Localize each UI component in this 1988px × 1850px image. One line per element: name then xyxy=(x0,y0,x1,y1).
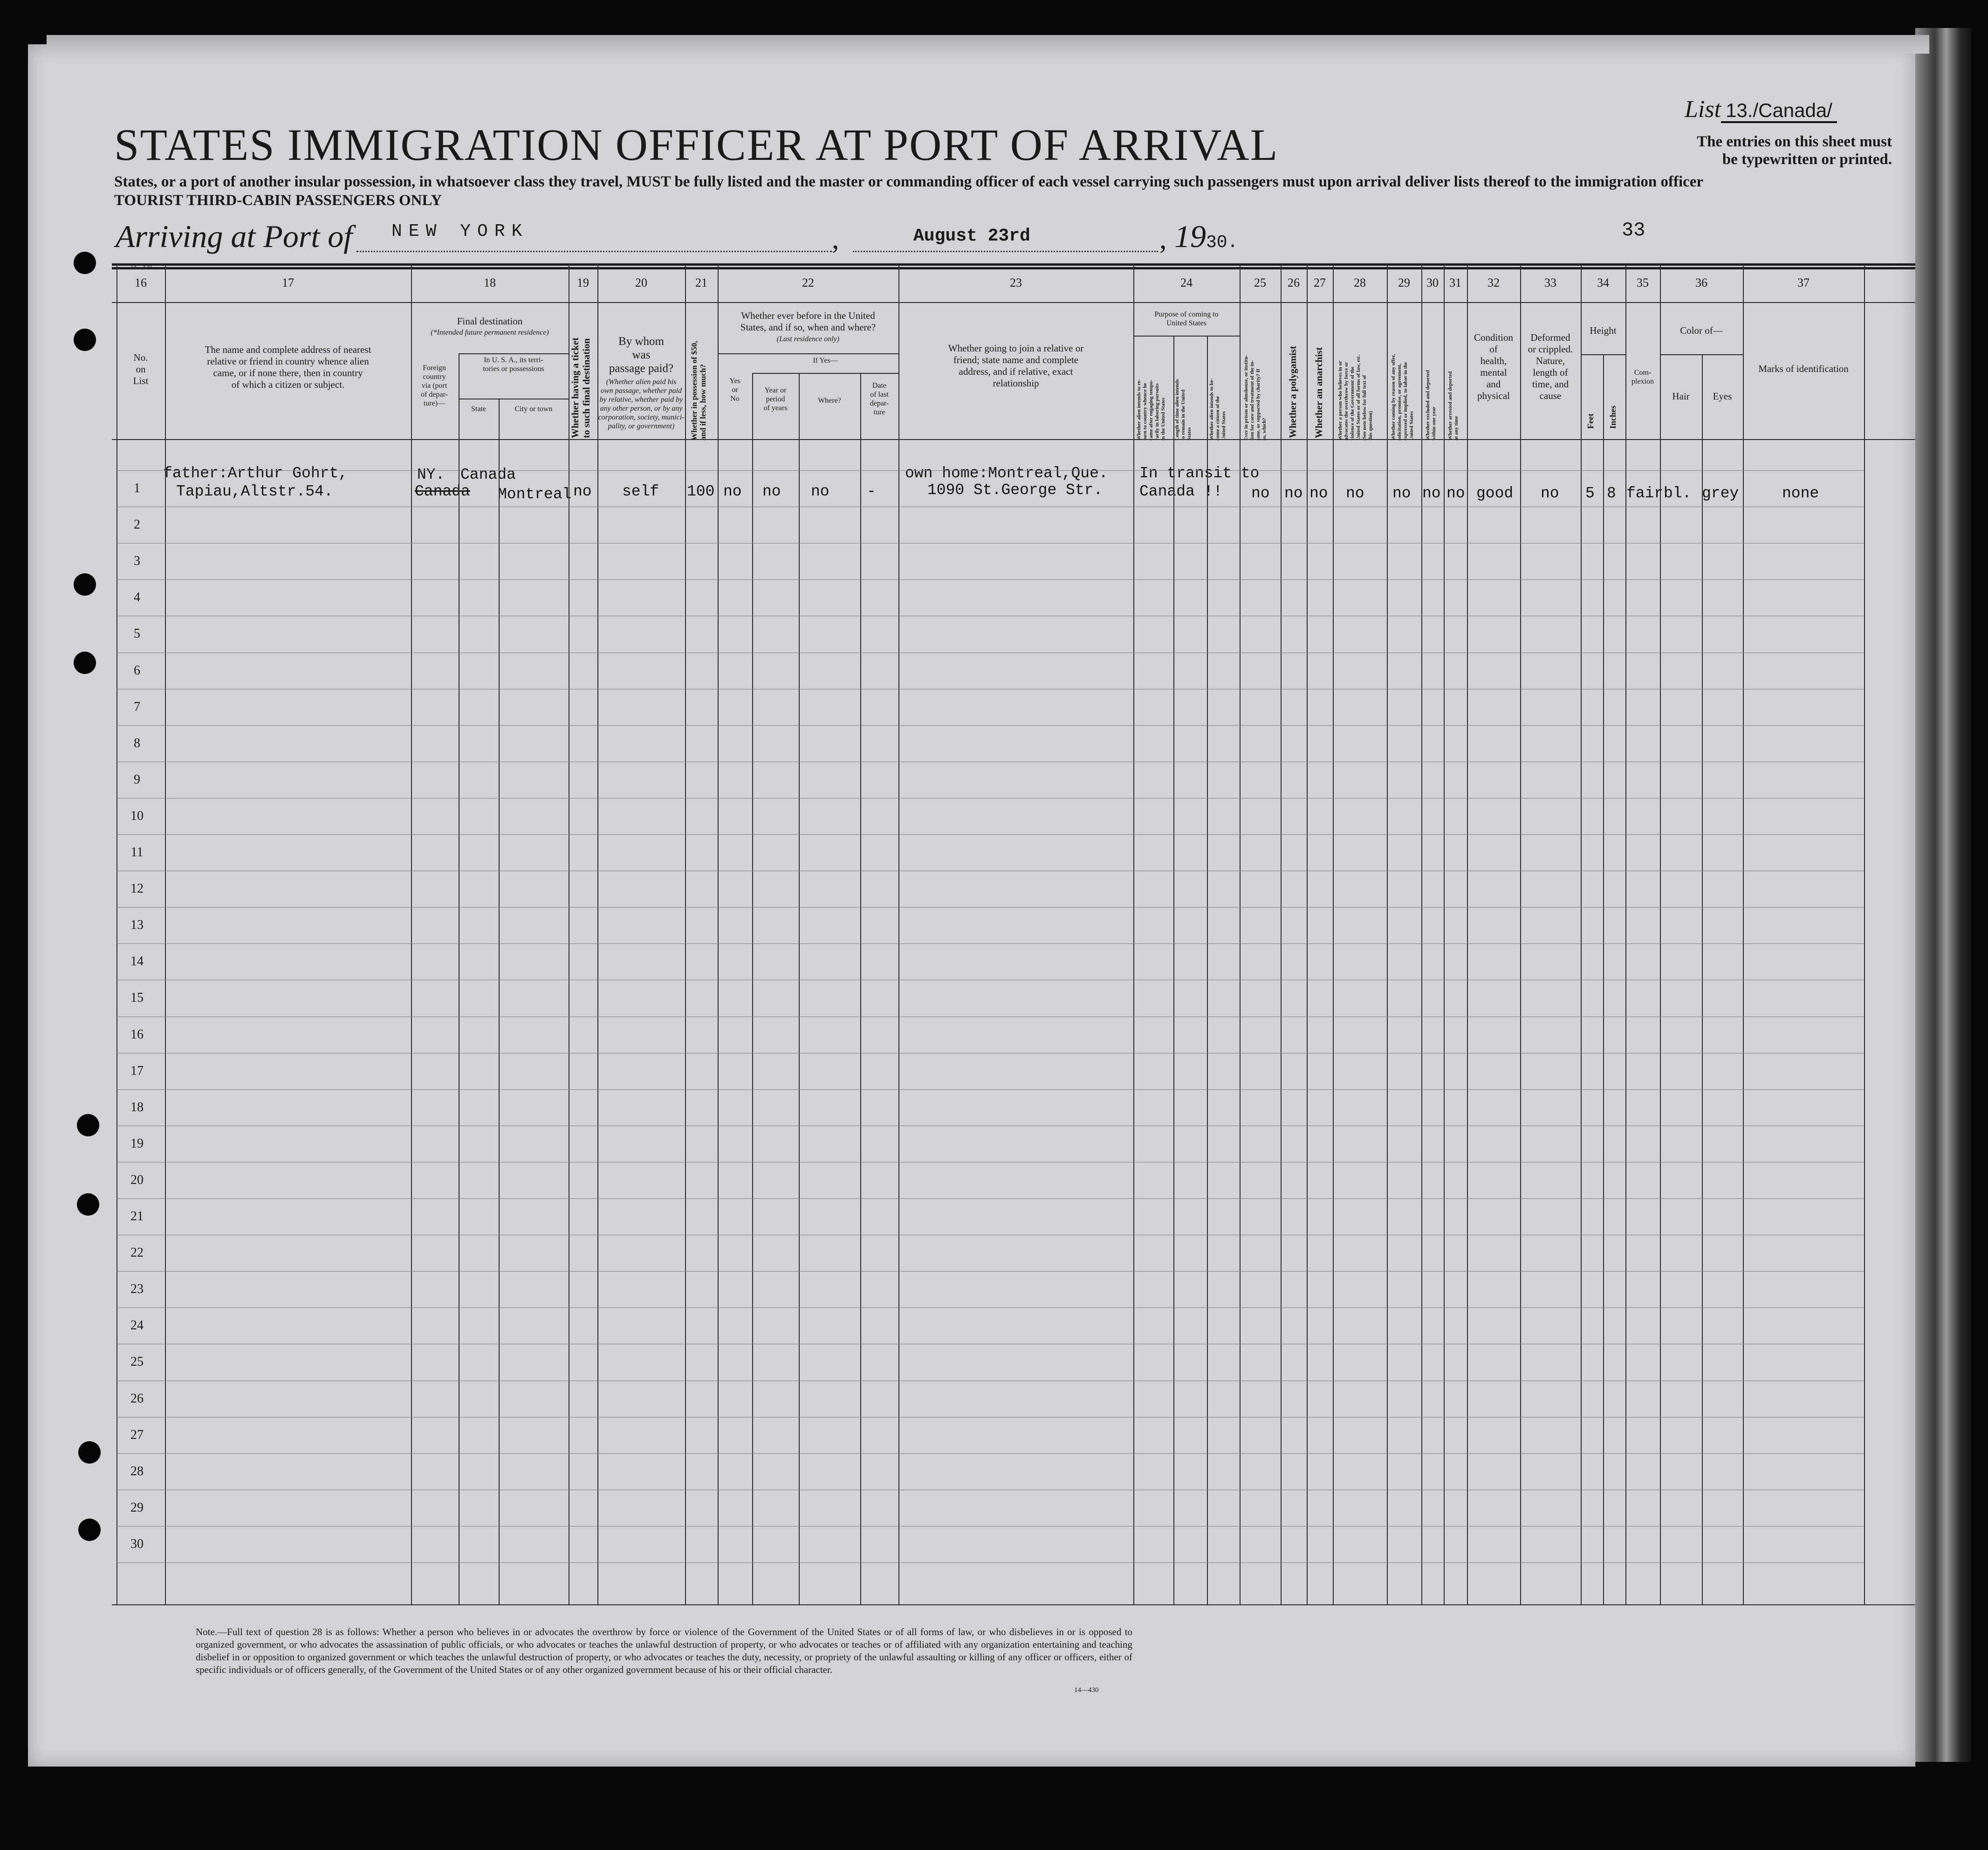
row-number: 26 xyxy=(130,1391,144,1406)
col-number: 22 xyxy=(802,276,814,289)
labor-offer-value: no xyxy=(1392,485,1411,502)
col-number: 36 xyxy=(1695,276,1707,289)
col-number: 34 xyxy=(1597,276,1609,289)
relative-address-line2: Tapiau,Altstr.54. xyxy=(176,483,333,500)
row-number: 9 xyxy=(134,772,140,787)
prison-value: no xyxy=(1251,485,1270,502)
col28-header: Whether a person who believes in or advocates the overthrow by force or violence of the Government of the United States or of all forms of law, etc. (See note below for full text of this question) xyxy=(1337,354,1373,440)
comma: , xyxy=(1159,223,1167,255)
row-number: 4 xyxy=(134,590,140,605)
grid-line xyxy=(117,579,1864,580)
money-value: 100 xyxy=(687,483,715,500)
col16-header: No. on List xyxy=(133,352,149,386)
relative-address-line1: father:Arthur Gohrt, xyxy=(163,465,348,482)
grid-line xyxy=(1207,336,1208,1604)
col24-return: Whether alien intends to re- turn to country whence he came after engaging tempo- rarily in laboring pursuits in the United States xyxy=(1136,379,1166,440)
hair-value: bl. xyxy=(1664,485,1692,502)
col22-date: Date of last depar- ture xyxy=(870,382,889,416)
row-number: 6 xyxy=(134,663,140,678)
ticket-value: no xyxy=(573,483,592,500)
grid-line xyxy=(112,267,1915,269)
before-us-value: no xyxy=(723,483,742,500)
grid-line xyxy=(112,263,1915,266)
col17-header: The name and complete address of nearest relative or friend in country whence alien came, or if none there, then in country of which a citizen or subject. xyxy=(205,344,371,390)
col-number: 17 xyxy=(282,276,294,289)
eyes-value: grey xyxy=(1702,485,1739,502)
grid-line xyxy=(112,439,1915,440)
row-number: 2 xyxy=(134,517,140,532)
grid-line xyxy=(1133,336,1240,337)
grid-line xyxy=(1421,263,1422,1604)
polygamist-value: no xyxy=(1284,485,1303,502)
row-number: 21 xyxy=(130,1209,144,1224)
overthrow-value: no xyxy=(1346,485,1364,502)
list-value: 13./Canada/ xyxy=(1721,99,1837,123)
row-number: 18 xyxy=(130,1100,144,1114)
grid-line xyxy=(117,1271,1864,1272)
col27-header: Whether an anarchist xyxy=(1313,347,1324,438)
col-number: 16 xyxy=(135,276,147,289)
col-number: 37 xyxy=(1797,276,1810,289)
col31-header: Whether arrested and deported at any time xyxy=(1447,371,1459,440)
col24-title: Purpose of coming to United States xyxy=(1154,310,1219,327)
row-number: 19 xyxy=(130,1136,144,1151)
col20-header: By whom was passage paid? xyxy=(609,335,674,375)
row-number: 16 xyxy=(130,1027,144,1042)
row-number: 27 xyxy=(130,1428,144,1442)
year-suffix: 30. xyxy=(1206,233,1238,253)
marks-value: none xyxy=(1782,485,1819,502)
grid-line xyxy=(117,1562,1864,1563)
row-number: 29 xyxy=(130,1500,144,1515)
list-prefix: List xyxy=(1685,96,1721,123)
grid-line xyxy=(1240,263,1241,1604)
purpose-line2: Canada !! xyxy=(1139,483,1223,500)
col-number: 28 xyxy=(1354,276,1366,289)
col18-title: Final destination xyxy=(457,316,523,327)
grid-line xyxy=(1281,263,1282,1604)
row-number: 20 xyxy=(130,1173,144,1187)
row-number: 3 xyxy=(134,554,140,568)
row-number: 15 xyxy=(130,990,144,1005)
grid-line xyxy=(1581,263,1582,1604)
col-number: 18 xyxy=(484,276,496,289)
grid-line xyxy=(1625,263,1626,1604)
col36-hair: Hair xyxy=(1672,391,1690,402)
grid-line xyxy=(1660,263,1661,1604)
grid-line xyxy=(685,263,686,1604)
col25-header: Ever in prison or almshouse, or institu- tion for care and treatment of the in- sane, or supported by charity? If so, which? xyxy=(1243,355,1267,440)
arrested-value: no xyxy=(1446,485,1465,502)
instruction-text: States, or a port of another insular possession, in whatsoever class they travel, MUST be fully listed and the master or commanding officer of each vessel carrying such passengers must upon arrival deliver lists thereof to the immigration officer xyxy=(114,173,1704,190)
grid-line xyxy=(718,263,719,1604)
row-number: 7 xyxy=(134,700,140,714)
height-inches-value: 8 xyxy=(1607,485,1616,502)
row-number: 22 xyxy=(130,1245,144,1260)
col34-inches: Inches xyxy=(1608,405,1618,429)
year-prefix: 19 xyxy=(1174,219,1206,254)
row-number: 5 xyxy=(134,626,140,641)
row-number: 25 xyxy=(130,1355,144,1369)
grid-line xyxy=(117,907,1864,908)
col22-subtitle: (Last residence only) xyxy=(776,335,840,343)
col21-header: Whether in possession of $50, and if less, how much? xyxy=(690,341,707,440)
destination-city: Montreal xyxy=(498,486,572,503)
year-period-value: no xyxy=(762,483,781,500)
col26-header: Whether a polygamist xyxy=(1287,346,1298,438)
join-relative-line1: own home:Montreal,Que. xyxy=(905,465,1108,482)
row-number: 11 xyxy=(130,845,144,860)
col-number: 20 xyxy=(635,276,647,289)
form-number: 14—430 xyxy=(1074,1686,1099,1694)
grid-line xyxy=(1660,354,1743,355)
purpose-line1: In transit to xyxy=(1139,465,1260,482)
row-number: 12 xyxy=(130,881,144,896)
col29-header: Whether coming by reason of any offer, solicitation, promise, or agreement, expressed or implied, to labor in the United States xyxy=(1391,354,1414,440)
grid-line xyxy=(459,353,569,354)
grid-line xyxy=(165,263,166,1604)
grid-line xyxy=(112,1604,1915,1605)
grid-line xyxy=(898,263,899,1604)
anarchist-value: no xyxy=(1309,485,1328,502)
col24-length: Length of time alien intends to remain in the United States xyxy=(1174,379,1192,440)
grid-line xyxy=(799,373,800,1604)
arriving-label: Arriving at Port of xyxy=(116,219,353,254)
page-number: 33 xyxy=(1622,219,1645,241)
col32-header: Condition of health, mental and physical xyxy=(1474,332,1513,401)
join-relative-line2: 1090 St.George Str. xyxy=(927,481,1103,499)
row-number: 17 xyxy=(130,1064,144,1078)
passenger-class: TOURIST THIRD-CABIN PASSENGERS ONLY xyxy=(114,192,442,209)
col-number: 29 xyxy=(1398,276,1410,289)
health-value: good xyxy=(1476,485,1514,502)
col37-header: Marks of identification xyxy=(1758,363,1849,374)
col22-year: Year or period of years xyxy=(763,386,788,412)
date-departure-value: - xyxy=(867,483,876,500)
foreign-country-struck: Canada xyxy=(415,483,470,500)
footnote: Note.—Full text of question 28 is as follows: Whether a person who believes in or advocates the overthrow by force or violence of the Government of the United States or of all forms of law, or who disbelieves in or is opposed to organized government, or who advocates the assassination of public officials, or who advocates or teaches the unlawful destruction of property, or who advocates or teaches or of affiliated with any organization entertaining and teaching disbelief in or opposition to organized government or which teaches the unlawful destruction of property, or who advocates or teaches the duty, necessity, or propriety of the unlawful assaulting or killing of any officer or officers, either of specific individuals or of officers generally, of the Government of the United States or of any other organized government because of his or their official character. xyxy=(196,1626,1132,1675)
grid-line xyxy=(1173,336,1174,1604)
grid-line xyxy=(1581,354,1625,355)
col34-title: Height xyxy=(1590,325,1617,336)
grid-line xyxy=(117,834,1864,835)
grid-line xyxy=(752,373,898,374)
grid-line xyxy=(1307,263,1308,1604)
col19-header: Whether having a ticket to such final destination xyxy=(569,337,592,438)
col-number: 33 xyxy=(1544,276,1556,289)
grid-line xyxy=(117,1453,1864,1454)
row-number: 10 xyxy=(130,809,144,823)
grid-line xyxy=(117,1526,1864,1527)
col-number: 31 xyxy=(1449,276,1461,289)
grid-line xyxy=(1467,263,1468,1604)
col22-if-yes: If Yes— xyxy=(813,357,838,364)
arrival-port: NEW YORK xyxy=(391,221,529,241)
row-number: 24 xyxy=(130,1318,144,1333)
col33-header: Deformed or crippled. Nature, length of time, and cause xyxy=(1528,332,1573,401)
grid-line xyxy=(718,353,898,354)
comma: , xyxy=(832,223,839,255)
col34-feet: Feet xyxy=(1586,413,1595,429)
grid-line xyxy=(752,373,753,1604)
grid-line xyxy=(1133,263,1134,1604)
col36-title: Color of— xyxy=(1680,325,1723,336)
col-number: 32 xyxy=(1488,276,1500,289)
row-number: 28 xyxy=(130,1464,144,1479)
row-number: 1 xyxy=(134,481,140,495)
row-number: 30 xyxy=(130,1537,144,1551)
grid-line xyxy=(597,263,598,1604)
row-number: 8 xyxy=(134,736,140,750)
col22-title: Whether ever before in the United States, and if so, when and where? xyxy=(740,310,876,333)
col-number: 23 xyxy=(1010,276,1022,289)
grid-line xyxy=(1444,263,1445,1604)
col-number: 35 xyxy=(1637,276,1649,289)
col-number: 26 xyxy=(1288,276,1300,289)
grid-line xyxy=(117,470,1864,471)
sheet-note: The entries on this sheet must be typewritten or printed. xyxy=(1697,133,1892,168)
grid-line xyxy=(1387,263,1388,1604)
col-number: 24 xyxy=(1180,276,1193,289)
row-number: 13 xyxy=(130,918,144,932)
col18-subtitle: (*Intended future permanent residence) xyxy=(431,329,549,337)
col18-state: State xyxy=(471,405,486,413)
row-number: 23 xyxy=(130,1282,144,1296)
complexion-value: fair xyxy=(1626,485,1664,502)
col22-yes-no: Yes or No xyxy=(729,377,740,403)
grid-line xyxy=(117,1307,1864,1308)
page-title: STATES IMMIGRATION OFFICER AT PORT OF ARRIVAL xyxy=(114,120,1279,170)
deformed-value: no xyxy=(1541,485,1559,502)
arrival-date: August 23rd xyxy=(913,226,1030,246)
passage-paid-value: self xyxy=(622,483,659,500)
grid-line xyxy=(411,263,412,1604)
col-number: 27 xyxy=(1314,276,1326,289)
grid-line xyxy=(117,725,1864,726)
foreign-country: NY. xyxy=(417,466,445,483)
form-mark: 14—420 xyxy=(130,263,152,270)
grid-line xyxy=(112,302,1915,303)
col18-city: City or town xyxy=(514,405,553,413)
where-value: no xyxy=(811,483,829,500)
grid-line xyxy=(117,943,1864,944)
grid-line xyxy=(860,373,861,1604)
col-number: 25 xyxy=(1254,276,1266,289)
grid-line xyxy=(117,1089,1864,1090)
col24-citizen: Whether alien intends to be- come a citizen of the United States xyxy=(1209,378,1227,440)
col18-usa: In U. S. A., its terri- tories or possessions xyxy=(483,356,544,373)
col30-header: Whether excluded and deported within one year xyxy=(1425,370,1437,440)
col18-foreign: Foreign country via (port of depar- ture)— xyxy=(421,364,448,407)
col20-subheader: (Whether alien paid his own passage, whether paid by relative, whether paid by any other person, or by any corporation, society, munici- pality, or government) xyxy=(598,378,685,430)
excluded-value: no xyxy=(1422,485,1441,502)
col-number: 19 xyxy=(577,276,589,289)
row-number: 14 xyxy=(130,954,144,969)
col35-header: Com- plexion xyxy=(1632,369,1654,385)
grid-line xyxy=(117,1198,1864,1199)
grid-line xyxy=(1333,263,1334,1604)
height-feet-value: 5 xyxy=(1585,485,1595,502)
col36-eyes: Eyes xyxy=(1713,391,1732,402)
col-number: 21 xyxy=(695,276,707,289)
grid-line xyxy=(1520,263,1521,1604)
destination-state: Canada xyxy=(460,466,516,483)
col23-header: Whether going to join a relative or friend; state name and complete address, and if relative, exact relationship xyxy=(948,343,1084,389)
grid-line xyxy=(1864,263,1865,1604)
col22-where: Where? xyxy=(818,397,841,405)
col-number: 30 xyxy=(1426,276,1439,289)
grid-line xyxy=(1743,263,1744,1604)
